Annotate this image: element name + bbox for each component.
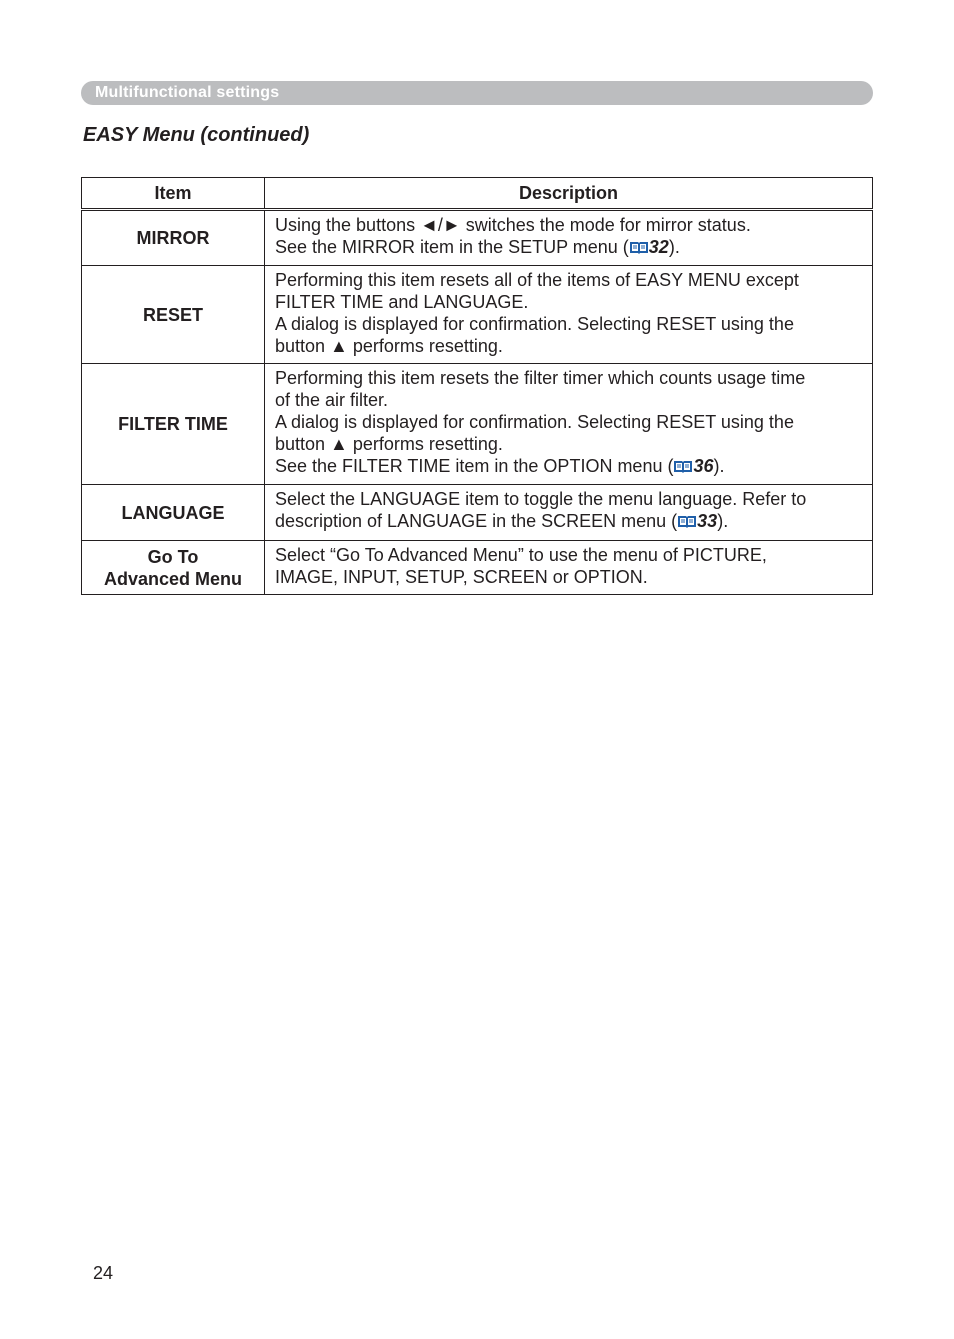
description-line: FILTER TIME and LANGUAGE.: [275, 292, 529, 312]
description-cell: [265, 364, 873, 485]
item-cell: MIRROR: [82, 210, 265, 266]
page-reference-number: 32: [648, 237, 669, 257]
page-reference[interactable]: [677, 511, 717, 531]
description-cell: [265, 210, 873, 266]
book-icon: [673, 459, 693, 473]
description-line: Using the buttons ◄/► switches the mode for mirror status.: [275, 215, 751, 235]
section-label: Multifunctional settings: [95, 84, 280, 101]
book-icon: [677, 514, 697, 528]
item-cell: [82, 541, 265, 595]
description-line: of the air filter.: [275, 390, 389, 410]
description-line: Select the LANGUAGE item to toggle the menu language. Refer to: [275, 489, 807, 509]
description-line-with-ref: [275, 236, 866, 258]
section-header-bar: [81, 81, 873, 105]
item-cell: FILTER TIME: [82, 364, 265, 485]
page-number: 24: [93, 1263, 114, 1283]
description-line: A dialog is displayed for confirmation. Selecting RESET using the: [275, 412, 794, 432]
table-row-mirror: [82, 210, 873, 266]
description-cell: [265, 485, 873, 541]
table-row-reset: [82, 266, 873, 364]
page-reference[interactable]: [629, 237, 669, 257]
table-row-go-to-advanced-menu: [82, 541, 873, 595]
column-header-description: Description: [265, 178, 873, 210]
description-line: IMAGE, INPUT, SETUP, SCREEN or OPTION.: [275, 567, 648, 587]
book-icon: [629, 240, 649, 254]
reference-suffix: ).: [713, 456, 725, 476]
description-line: A dialog is displayed for confirmation. Selecting RESET using the: [275, 314, 794, 334]
description-text: See the FILTER TIME item in the OPTION menu (: [275, 456, 674, 476]
description-line-with-ref: [275, 510, 866, 532]
page-reference-number: 36: [693, 456, 714, 476]
page-reference-number: 33: [697, 511, 718, 531]
easy-menu-table: [81, 177, 873, 595]
description-line: Performing this item resets all of the items of EASY MENU except: [275, 270, 799, 290]
item-line: Advanced Menu: [103, 568, 243, 589]
description-line: button ▲ performs resetting.: [275, 336, 503, 356]
description-text: See the MIRROR item in the SETUP menu (: [275, 237, 629, 257]
item-line: Go To: [147, 546, 199, 567]
description-line: Select “Go To Advanced Menu” to use the menu of PICTURE,: [275, 545, 767, 565]
reference-suffix: ).: [668, 237, 680, 257]
description-text: description of LANGUAGE in the SCREEN menu (: [275, 511, 678, 531]
description-line-with-ref: [275, 455, 866, 477]
table-header-row: [82, 178, 873, 210]
column-header-item: Item: [82, 178, 265, 210]
description-cell: [265, 541, 873, 595]
item-cell: LANGUAGE: [82, 485, 265, 541]
description-cell: [265, 266, 873, 364]
item-cell: RESET: [82, 266, 265, 364]
table-row-language: [82, 485, 873, 541]
reference-suffix: ).: [717, 511, 729, 531]
description-line: Performing this item resets the filter timer which counts usage time: [275, 368, 806, 388]
table-row-filter-time: [82, 364, 873, 485]
page-title: EASY Menu (continued): [83, 124, 310, 146]
description-line: button ▲ performs resetting.: [275, 434, 503, 454]
page-reference[interactable]: [673, 456, 713, 476]
